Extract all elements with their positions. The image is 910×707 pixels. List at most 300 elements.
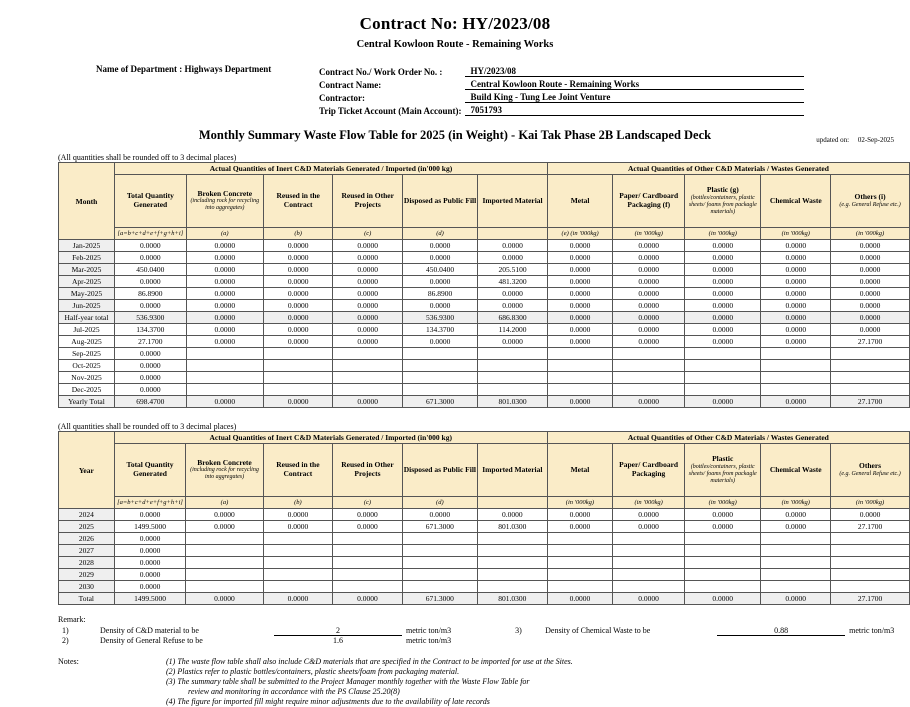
data-cell: 0.0000 bbox=[114, 557, 186, 569]
data-cell: 0.0000 bbox=[831, 276, 910, 288]
list-item: (1) The waste flow table shall also include C&D materials that are specified in the Contract to be imported for use at the Sites. bbox=[166, 657, 573, 666]
header-unit-cell: (b) bbox=[263, 228, 333, 240]
data-cell: 0.0000 bbox=[761, 509, 831, 521]
header-unit-cell: (in '000kg) bbox=[613, 228, 685, 240]
data-cell: 0.0000 bbox=[263, 521, 333, 533]
data-cell: 0.0000 bbox=[613, 593, 685, 605]
data-cell: 0.0000 bbox=[186, 509, 263, 521]
data-cell bbox=[263, 557, 333, 569]
data-cell bbox=[186, 545, 263, 557]
data-cell bbox=[685, 569, 761, 581]
data-cell bbox=[613, 348, 685, 360]
row-label: 2027 bbox=[59, 545, 115, 557]
row-label: Nov-2025 bbox=[59, 372, 115, 384]
row-label: Aug-2025 bbox=[59, 336, 115, 348]
data-cell bbox=[761, 348, 831, 360]
data-cell: 0.0000 bbox=[685, 300, 761, 312]
data-cell bbox=[333, 581, 402, 593]
data-cell: 0.0000 bbox=[478, 336, 548, 348]
data-cell: 0.0000 bbox=[402, 252, 477, 264]
data-cell: 0.0000 bbox=[115, 348, 187, 360]
data-cell: 0.0000 bbox=[613, 324, 685, 336]
header-unit-cell bbox=[478, 228, 548, 240]
data-cell: 0.0000 bbox=[114, 545, 186, 557]
data-cell: 0.0000 bbox=[333, 509, 402, 521]
table-row bbox=[59, 581, 910, 593]
row-label: 2025 bbox=[59, 521, 115, 533]
data-cell: 0.0000 bbox=[333, 324, 402, 336]
data-cell: 0.0000 bbox=[613, 264, 685, 276]
header-cell: Reused in Other Projects bbox=[333, 444, 402, 497]
data-cell: 671.3000 bbox=[402, 521, 477, 533]
data-cell bbox=[333, 348, 402, 360]
data-cell bbox=[402, 557, 477, 569]
data-cell: 134.3700 bbox=[115, 324, 187, 336]
data-cell: 481.3200 bbox=[478, 276, 548, 288]
data-cell bbox=[685, 372, 761, 384]
data-cell: 0.0000 bbox=[402, 240, 477, 252]
data-cell bbox=[263, 384, 333, 396]
data-cell bbox=[685, 545, 761, 557]
header-unit-cell: (in '000kg) bbox=[685, 228, 761, 240]
data-cell: 0.0000 bbox=[115, 360, 187, 372]
remark-label: Remark: bbox=[58, 615, 86, 624]
data-cell: 0.0000 bbox=[547, 312, 612, 324]
header-cell: Others (e.g. General Refuse etc.) bbox=[831, 444, 910, 497]
data-cell bbox=[186, 569, 263, 581]
data-cell bbox=[263, 360, 333, 372]
data-cell: 134.3700 bbox=[402, 324, 477, 336]
header-cell: Disposed as Public Fill bbox=[402, 175, 477, 228]
data-cell: 0.0000 bbox=[547, 276, 612, 288]
meta-value: 7051793 bbox=[465, 103, 804, 116]
table-row bbox=[59, 360, 910, 372]
data-cell: 450.0400 bbox=[115, 264, 187, 276]
data-cell bbox=[263, 348, 333, 360]
header-unit-cell: (in '000kg) bbox=[761, 497, 831, 509]
data-cell bbox=[478, 348, 548, 360]
remark-unit: metric ton/m3 bbox=[406, 635, 452, 645]
data-cell: 0.0000 bbox=[333, 288, 402, 300]
data-cell: 0.0000 bbox=[478, 300, 548, 312]
data-cell: 0.0000 bbox=[333, 521, 402, 533]
updated-label: updated on: bbox=[816, 136, 850, 144]
data-cell: 0.0000 bbox=[547, 300, 612, 312]
data-cell: 0.0000 bbox=[186, 593, 263, 605]
header-cell-period: Month bbox=[59, 163, 115, 240]
data-cell bbox=[547, 581, 612, 593]
table-row bbox=[59, 336, 910, 348]
data-cell: 0.0000 bbox=[186, 396, 263, 408]
data-cell bbox=[831, 348, 910, 360]
data-cell: 0.0000 bbox=[547, 288, 612, 300]
data-cell bbox=[402, 360, 477, 372]
data-cell bbox=[478, 360, 548, 372]
data-cell bbox=[333, 533, 402, 545]
data-cell: 0.0000 bbox=[613, 300, 685, 312]
header-unit-cell: (c) bbox=[333, 497, 402, 509]
page-subtitle: Central Kowloon Route - Remaining Works bbox=[356, 39, 554, 50]
remark-no: 3) bbox=[515, 626, 522, 636]
data-cell bbox=[831, 581, 910, 593]
header-group-other: Actual Quantities of Other C&D Materials / Wastes Generated bbox=[547, 163, 909, 175]
data-cell bbox=[478, 581, 548, 593]
data-cell bbox=[761, 569, 831, 581]
department-field bbox=[96, 64, 316, 116]
header-unit-cell: (b) bbox=[263, 497, 333, 509]
data-cell bbox=[402, 533, 477, 545]
data-cell bbox=[831, 533, 910, 545]
data-cell: 0.0000 bbox=[333, 396, 402, 408]
page-title: Contract No: HY/2023/08 bbox=[359, 14, 551, 33]
data-cell: 0.0000 bbox=[761, 593, 831, 605]
rounding-note-yearly: (All quantities shall be rounded off to 3 decimal places) bbox=[58, 422, 237, 431]
data-cell bbox=[685, 533, 761, 545]
data-cell: 0.0000 bbox=[761, 324, 831, 336]
data-cell: 0.0000 bbox=[547, 324, 612, 336]
meta-value: HY/2023/08 bbox=[465, 64, 804, 77]
data-cell bbox=[333, 372, 402, 384]
table-row bbox=[59, 557, 910, 569]
data-cell: 1499.5000 bbox=[114, 521, 186, 533]
data-cell: 0.0000 bbox=[114, 509, 186, 521]
table-row bbox=[316, 103, 804, 116]
header-block bbox=[0, 64, 910, 116]
table-row bbox=[59, 396, 910, 408]
table-row bbox=[59, 509, 910, 521]
data-cell: 0.0000 bbox=[114, 581, 186, 593]
data-cell: 0.0000 bbox=[263, 396, 333, 408]
data-cell bbox=[263, 581, 333, 593]
table-header-group-row bbox=[59, 432, 910, 444]
remark-value: 1.6 bbox=[333, 636, 343, 645]
data-cell: 0.0000 bbox=[263, 288, 333, 300]
remark-unit: metric ton/m3 bbox=[849, 626, 895, 636]
data-cell: 27.1700 bbox=[115, 336, 187, 348]
data-cell: 0.0000 bbox=[613, 240, 685, 252]
data-cell: 0.0000 bbox=[831, 300, 910, 312]
data-cell: 0.0000 bbox=[263, 324, 333, 336]
remark-text: Density of Chemical Waste to be bbox=[545, 626, 651, 636]
density-table bbox=[58, 626, 898, 645]
data-cell bbox=[831, 569, 910, 581]
data-cell bbox=[613, 569, 685, 581]
header-cell: Total Quantity Generated bbox=[114, 444, 186, 497]
header-cell: Total Quantity Generated bbox=[115, 175, 187, 228]
data-cell bbox=[831, 360, 910, 372]
data-cell bbox=[685, 360, 761, 372]
data-cell: 0.0000 bbox=[831, 509, 910, 521]
data-cell bbox=[685, 581, 761, 593]
data-cell: 0.0000 bbox=[685, 509, 761, 521]
data-cell bbox=[685, 348, 761, 360]
data-cell: 0.0000 bbox=[263, 252, 333, 264]
header-unit-cell: (in '000kg) bbox=[761, 228, 831, 240]
data-cell bbox=[478, 569, 548, 581]
data-cell: 0.0000 bbox=[831, 288, 910, 300]
data-cell: 0.0000 bbox=[186, 276, 263, 288]
header-cell: Reused in the Contract bbox=[263, 444, 333, 497]
data-cell bbox=[402, 581, 477, 593]
data-cell bbox=[186, 384, 263, 396]
table-row bbox=[59, 569, 910, 581]
table-row bbox=[316, 64, 804, 77]
header-cell: Chemical Waste bbox=[761, 444, 831, 497]
data-cell bbox=[547, 372, 612, 384]
notes-label: Notes: bbox=[58, 657, 79, 666]
data-cell: 0.0000 bbox=[685, 264, 761, 276]
table-row bbox=[59, 312, 910, 324]
data-cell bbox=[333, 360, 402, 372]
data-cell: 1499.5000 bbox=[114, 593, 186, 605]
header-group-inert: Actual Quantities of Inert C&D Materials Generated / Imported (in'000 kg) bbox=[115, 163, 548, 175]
header-cell: Reused in Other Projects bbox=[333, 175, 402, 228]
data-cell: 86.8900 bbox=[115, 288, 187, 300]
header-cell: Metal bbox=[547, 175, 612, 228]
data-cell: 114.2000 bbox=[478, 324, 548, 336]
data-cell bbox=[402, 545, 477, 557]
data-cell bbox=[761, 545, 831, 557]
meta-label: Contract No./ Work Order No. : bbox=[319, 66, 443, 77]
row-label: 2024 bbox=[59, 509, 115, 521]
data-cell: 27.1700 bbox=[831, 593, 910, 605]
data-cell: 0.0000 bbox=[685, 521, 761, 533]
data-cell: 0.0000 bbox=[115, 372, 187, 384]
table-header-row bbox=[59, 175, 910, 228]
data-cell: 0.0000 bbox=[761, 240, 831, 252]
meta-label: Contract Name: bbox=[319, 79, 382, 90]
data-cell: 0.0000 bbox=[547, 336, 612, 348]
data-cell: 27.1700 bbox=[831, 521, 910, 533]
data-cell: 0.0000 bbox=[478, 252, 548, 264]
data-cell: 0.0000 bbox=[333, 336, 402, 348]
row-label: Yearly Total bbox=[59, 396, 115, 408]
data-cell: 0.0000 bbox=[186, 264, 263, 276]
data-cell: 0.0000 bbox=[186, 521, 263, 533]
meta-label: Trip Ticket Account (Main Account): bbox=[319, 105, 462, 116]
data-cell bbox=[186, 581, 263, 593]
header-unit-cell: (in '000kg) bbox=[547, 497, 612, 509]
data-cell: 0.0000 bbox=[831, 264, 910, 276]
data-cell: 0.0000 bbox=[333, 252, 402, 264]
data-cell: 0.0000 bbox=[333, 300, 402, 312]
data-cell: 27.1700 bbox=[831, 336, 910, 348]
data-cell: 801.0300 bbox=[478, 396, 548, 408]
header-cell: Broken Concrete (including rock for recycling into aggregates) bbox=[186, 444, 263, 497]
data-cell: 0.0000 bbox=[402, 276, 477, 288]
row-label: Total bbox=[59, 593, 115, 605]
data-cell: 0.0000 bbox=[333, 264, 402, 276]
data-cell: 0.0000 bbox=[115, 384, 187, 396]
table-row bbox=[59, 593, 910, 605]
header-cell: Reused in the Contract bbox=[263, 175, 333, 228]
data-cell: 0.0000 bbox=[402, 300, 477, 312]
data-cell: 0.0000 bbox=[547, 509, 612, 521]
header-unit-cell: (a) bbox=[186, 228, 263, 240]
data-cell: 0.0000 bbox=[186, 336, 263, 348]
header-unit-cell: (in '000kg) bbox=[831, 228, 910, 240]
table-row bbox=[59, 384, 910, 396]
data-cell bbox=[333, 384, 402, 396]
table-row bbox=[59, 372, 910, 384]
department-label: Name of Department : bbox=[96, 64, 183, 74]
remark-no: 1) bbox=[62, 626, 69, 636]
data-cell: 0.0000 bbox=[263, 240, 333, 252]
data-cell bbox=[547, 557, 612, 569]
data-cell: 0.0000 bbox=[831, 312, 910, 324]
table-row bbox=[316, 90, 804, 103]
data-cell: 0.0000 bbox=[685, 252, 761, 264]
data-cell: 0.0000 bbox=[186, 288, 263, 300]
header-cell: Imported Material bbox=[478, 175, 548, 228]
data-cell: 0.0000 bbox=[333, 312, 402, 324]
data-cell: 0.0000 bbox=[478, 509, 548, 521]
data-cell bbox=[478, 384, 548, 396]
data-cell bbox=[478, 533, 548, 545]
header-cell: Plastic (g) (bottles/containers, plastic sheets/ foams from packagle materials) bbox=[685, 175, 761, 228]
data-cell: 0.0000 bbox=[402, 509, 477, 521]
row-label: Jun-2025 bbox=[59, 300, 115, 312]
data-cell: 27.1700 bbox=[831, 396, 910, 408]
table-row bbox=[59, 264, 910, 276]
data-cell: 698.4700 bbox=[115, 396, 187, 408]
contract-meta bbox=[316, 64, 804, 116]
data-cell: 0.0000 bbox=[114, 533, 186, 545]
notes-block bbox=[58, 657, 910, 707]
remark-unit: metric ton/m3 bbox=[406, 626, 452, 636]
table-header-group-row bbox=[59, 163, 910, 175]
data-cell: 0.0000 bbox=[115, 240, 187, 252]
data-cell bbox=[333, 569, 402, 581]
data-cell bbox=[547, 348, 612, 360]
table-row bbox=[316, 77, 804, 90]
monthly-summary-table bbox=[58, 162, 910, 408]
rounding-note-monthly: (All quantities shall be rounded off to 3 decimal places) bbox=[58, 153, 237, 162]
data-cell: 0.0000 bbox=[761, 312, 831, 324]
data-cell: 0.0000 bbox=[186, 300, 263, 312]
row-label: 2029 bbox=[59, 569, 115, 581]
yearly-summary-table bbox=[58, 431, 910, 605]
data-cell bbox=[263, 545, 333, 557]
list-item: (4) The figure for imported fill might require minor adjustments due to the availability of late records bbox=[166, 697, 490, 706]
table-row bbox=[59, 324, 910, 336]
data-cell bbox=[613, 372, 685, 384]
data-cell bbox=[761, 372, 831, 384]
table-row bbox=[59, 545, 910, 557]
data-cell bbox=[761, 557, 831, 569]
data-cell bbox=[402, 384, 477, 396]
table-row bbox=[59, 276, 910, 288]
row-label: May-2025 bbox=[59, 288, 115, 300]
list-item: (3) The summary table shall be submitted to the Project Manager monthly together with the Waste Flow Table for bbox=[166, 677, 530, 686]
header-unit-cell: (e) (in '000kg) bbox=[547, 228, 612, 240]
data-cell bbox=[186, 557, 263, 569]
data-cell: 450.0400 bbox=[402, 264, 477, 276]
data-cell: 0.0000 bbox=[114, 569, 186, 581]
data-cell: 536.9300 bbox=[115, 312, 187, 324]
row-label: Apr-2025 bbox=[59, 276, 115, 288]
data-cell: 0.0000 bbox=[263, 312, 333, 324]
data-cell bbox=[547, 384, 612, 396]
header-cell: Paper/ Cardboard Packaging (f) bbox=[613, 175, 685, 228]
data-cell: 0.0000 bbox=[263, 276, 333, 288]
remark-text: Density of C&D material to be bbox=[100, 626, 199, 636]
data-cell: 0.0000 bbox=[547, 240, 612, 252]
data-cell: 0.0000 bbox=[547, 252, 612, 264]
table-row bbox=[58, 626, 898, 636]
data-cell: 0.0000 bbox=[547, 521, 612, 533]
row-label: Half-year total bbox=[59, 312, 115, 324]
data-cell: 0.0000 bbox=[761, 252, 831, 264]
updated-value: 02-Sep-2025 bbox=[857, 136, 894, 144]
header-cell: Plastic (bottles/containers, plastic sheets/ foams from packagle materials) bbox=[685, 444, 761, 497]
data-cell: 0.0000 bbox=[333, 240, 402, 252]
header-cell: Paper/ Cardboard Packaging bbox=[613, 444, 685, 497]
data-cell bbox=[761, 533, 831, 545]
table-row bbox=[59, 288, 910, 300]
data-cell: 0.0000 bbox=[547, 396, 612, 408]
data-cell: 0.0000 bbox=[478, 288, 548, 300]
data-cell: 0.0000 bbox=[685, 312, 761, 324]
data-cell: 671.3000 bbox=[402, 593, 477, 605]
data-cell: 0.0000 bbox=[831, 324, 910, 336]
table-header-row bbox=[59, 444, 910, 497]
data-cell bbox=[685, 384, 761, 396]
table-unit-row bbox=[59, 497, 910, 509]
data-cell: 0.0000 bbox=[613, 312, 685, 324]
meta-label: Contractor: bbox=[319, 92, 365, 103]
row-label: Oct-2025 bbox=[59, 360, 115, 372]
header-unit-cell: [a=b+c+d+e+f+g+h+i] bbox=[115, 228, 187, 240]
data-cell: 801.0300 bbox=[478, 593, 548, 605]
data-cell: 0.0000 bbox=[685, 240, 761, 252]
data-cell: 0.0000 bbox=[613, 276, 685, 288]
data-cell bbox=[613, 581, 685, 593]
table-unit-row bbox=[59, 228, 910, 240]
data-cell: 0.0000 bbox=[613, 336, 685, 348]
data-cell: 0.0000 bbox=[186, 252, 263, 264]
data-cell bbox=[831, 557, 910, 569]
row-label: 2030 bbox=[59, 581, 115, 593]
data-cell: 86.8900 bbox=[402, 288, 477, 300]
data-cell: 0.0000 bbox=[333, 276, 402, 288]
data-cell: 0.0000 bbox=[186, 240, 263, 252]
data-cell bbox=[761, 360, 831, 372]
header-unit-cell: (a) bbox=[186, 497, 263, 509]
data-cell: 0.0000 bbox=[761, 264, 831, 276]
header-unit-cell bbox=[478, 497, 548, 509]
data-cell bbox=[831, 372, 910, 384]
data-cell bbox=[761, 384, 831, 396]
data-cell bbox=[186, 533, 263, 545]
density-block bbox=[58, 626, 910, 645]
header-cell: Metal bbox=[547, 444, 612, 497]
header-cell-period: Year bbox=[59, 432, 115, 509]
updated-on bbox=[816, 136, 894, 144]
table-row bbox=[59, 521, 910, 533]
data-cell bbox=[547, 360, 612, 372]
data-cell bbox=[186, 372, 263, 384]
contract-meta-table bbox=[316, 64, 804, 116]
data-cell bbox=[547, 545, 612, 557]
table-heading: Monthly Summary Waste Flow Table for 2025 (in Weight) - Kai Tak Phase 2B Landscaped Deck bbox=[198, 128, 712, 142]
data-cell: 801.0300 bbox=[478, 521, 548, 533]
row-label: Sep-2025 bbox=[59, 348, 115, 360]
row-label: Mar-2025 bbox=[59, 264, 115, 276]
data-cell: 0.0000 bbox=[613, 288, 685, 300]
data-cell: 0.0000 bbox=[115, 252, 187, 264]
data-cell bbox=[613, 360, 685, 372]
